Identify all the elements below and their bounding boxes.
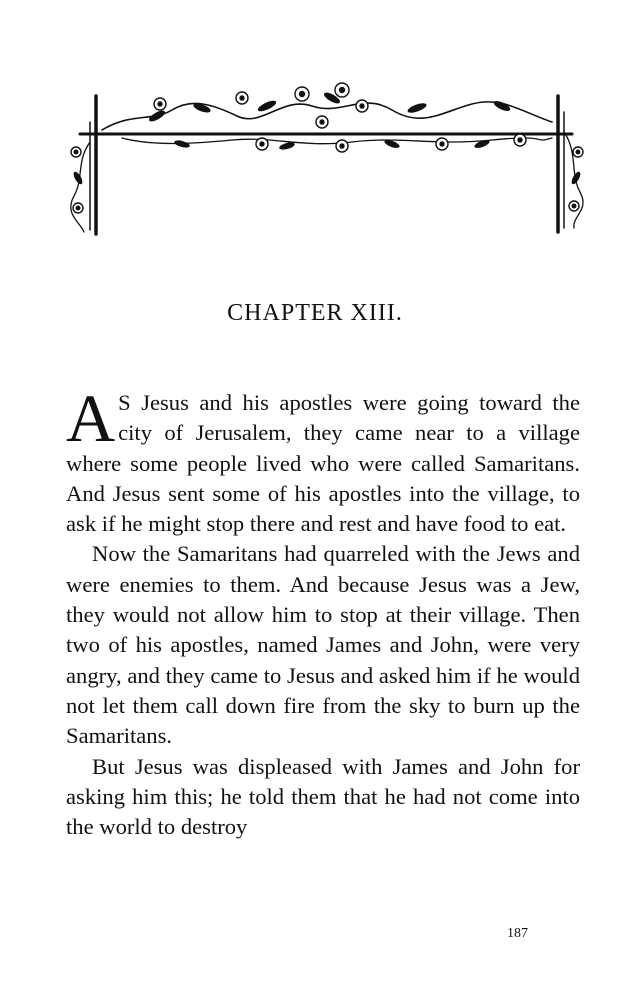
paragraph: Now the Samaritans had quarreled with the Jews and were enemies to them. And because Jesus was a Jew, they would not allow him to stop at their village. Then two of his apostles, named James and John, were very angry, and they came to Jesus and asked him if he would not let them call down fire from the sky to burn up the Samaritans. [66, 541, 580, 749]
page-number: 187 [507, 926, 528, 941]
paragraph: But Jesus was displeased with James and John for asking him this; he told them that he had not come into the world to destroy [66, 753, 580, 840]
chapter-title: CHAPTER XIII. [227, 300, 403, 326]
body-text [66, 380, 580, 842]
paragraph [66, 380, 580, 539]
paragraph-text: S Jesus and his apostles were going toward the city of Jerusalem, they came near to a village where some people lived who were called Samaritans. And Jesus sent some of his apostles into the village, to ask if he might stop there and rest and have food to eat. [66, 390, 580, 537]
floral-vine-border-icon [62, 82, 588, 242]
drop-cap: A [66, 380, 116, 456]
